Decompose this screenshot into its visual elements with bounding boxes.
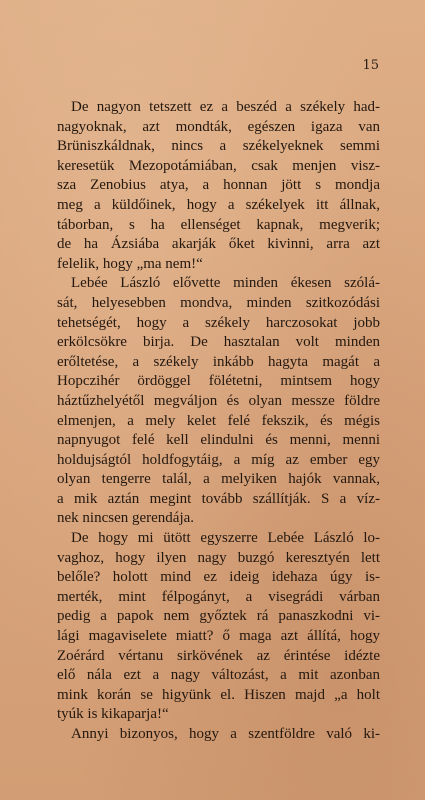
- text-line: Lebée László elővette minden ékesen szólá-: [71, 275, 380, 292]
- text-line: De hogy mi ütött egyszerre Lebée László lo-: [71, 530, 380, 547]
- text-line: keresetük Mezopotámiában, csak menjen visz-: [57, 157, 380, 174]
- text-line: Hopczihér ördöggel fölétetni, mintsem hogy: [57, 373, 380, 390]
- paragraph: [57, 529, 380, 725]
- text-line: sza Zenobius atya, a honnan jött s mondja: [57, 177, 380, 194]
- text-line: merték, mint félpogányt, a visegrádi várban: [57, 588, 380, 605]
- text-line: Zoérárd vértanu sirkövének az érintése idézte: [57, 647, 380, 664]
- body-text: [57, 98, 380, 745]
- text-line: de ha Ázsiába akarják őket kivinni, arra azt: [57, 236, 380, 253]
- paragraph: [57, 274, 380, 529]
- text-line: holdujságtól holdfogytáig, a míg az ember egy: [57, 451, 380, 468]
- page-number: 15: [362, 58, 379, 73]
- text-line: belőle? holott mind ez ideig idehaza úgy is-: [57, 569, 380, 586]
- text-line: nek nincsen gerendája.: [57, 510, 195, 527]
- text-line: nagyoknak, azt mondták, egészen igaza van: [57, 118, 380, 135]
- text-line: meg a küldőinek, hogy a székelyek itt állnak,: [57, 196, 380, 213]
- text-line: mink korán se higyünk el. Hiszen majd „a holt: [57, 686, 380, 703]
- text-line: tehetségét, hogy a székely harczosokat jobb: [57, 314, 380, 331]
- text-line: vaghoz, hogy ilyen nagy buzgó keresztyén lett: [57, 549, 380, 566]
- text-line: a mik aztán megint tovább szállítják. S a víz-: [57, 490, 380, 507]
- text-line: De nagyon tetszett ez a beszéd a székely had-: [71, 99, 380, 115]
- text-line: Annyi bizonyos, hogy a szentföldre való ki-: [71, 726, 380, 742]
- text-line: sát, helyesebben mondva, minden szitkozódási: [57, 294, 380, 311]
- text-line: napnyugot felé kell elindulni és menni, menni: [57, 432, 380, 449]
- text-line: elmenjen, a mely kelet felé fekszik, és mégis: [57, 412, 380, 429]
- text-line: pedig a papok nem győztek rá panaszkodni vi-: [57, 608, 380, 625]
- text-line: olyan tengerre talál, a melyiken hajók vannak,: [57, 471, 380, 488]
- text-line: erőltetése, a székely inkább hagyta magát a: [57, 353, 380, 370]
- paragraph: [57, 725, 380, 745]
- paragraph: [57, 98, 380, 274]
- text-line: háztűzhelyétől megváljon és olyan messze földre: [57, 392, 380, 409]
- text-line: elő nála ezt a nagy változást, a mit azonban: [57, 667, 380, 684]
- text-line: lági magaviselete miatt? ő maga azt állítá, hogy: [57, 628, 380, 645]
- text-line: Brüniszkáldnak, nincs a székelyeknek semmi: [57, 138, 380, 155]
- text-line: felelik, hogy „ma nem!“: [57, 255, 203, 272]
- text-line: táborban, s ha ellenséget kapnak, megverik;: [57, 216, 380, 233]
- text-line: erkölcsökre birja. De hasztalan volt minden: [57, 334, 380, 351]
- text-line: tyúk is kikaparja!“: [57, 706, 169, 723]
